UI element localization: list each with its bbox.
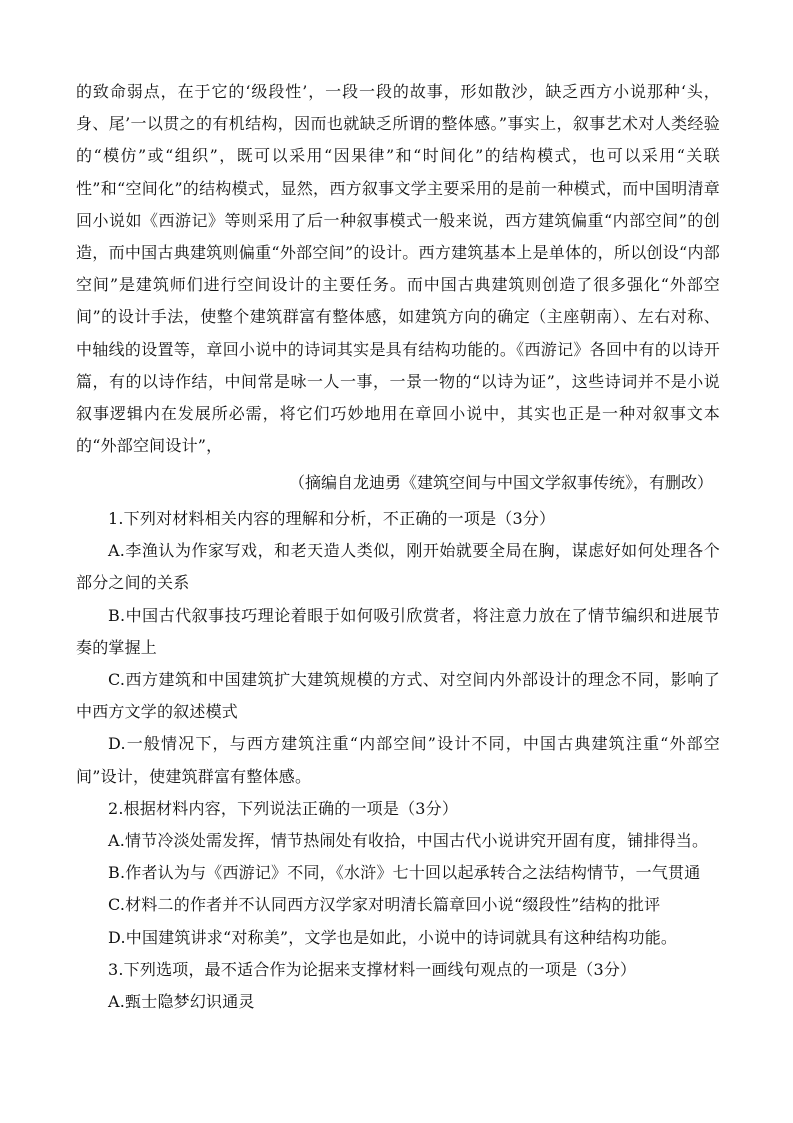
question-2-option-b: B.作者认为与《西游记》不同，《水浒》七十回以起承转合之法结构情节，一气贯通 [108, 863, 701, 883]
question-3-option-a: A.甄士隐梦幻识通灵 [108, 992, 255, 1012]
passage-paragraph: 的致命弱点，在于它的‘级段性’，一段一段的故事，形如散沙，缺乏西方小说那种‘头，身、尾’一以贯之的有机结构，因而也就缺乏所谓的整体感。”事实上，叙事艺术对人类经验的“模仿”或“组织”，既可以采用“因果律”和“时间化”的结构模式，也可以采用“关联性”和“空间化”的结构模式，显然，西方叙事文学主要采用的是前一种模式，而中国明清章回小说如《西游记》等则采用了后一种叙事模式一般来说，西方建筑偏重“内部空间”的创造，而中国古典建筑则偏重“外部空间”的设计。西方建筑基本上是单体的，所以创设“内部空间”是建筑师们进行空间设计的主要任务。而中国古典建筑则创造了很多强化“外部空间”的设计手法，使整个建筑群富有整体感，如建筑方向的确定（主座朝南）、左右对称、中轴线的设置等，章回小说中的诗词其实是具有结构功能的。《西游记》各回中有的以诗开篇，有的以诗作结，中间常是咏一人一事，一景一物的“以诗为证”，这些诗词并不是小说叙事逻辑内在发展所必需，将它们巧妙地用在章回小说中，其实也正是一种对叙事文本的“外部空间设计”， [76, 82, 720, 456]
passage-source: （摘编自龙迪勇《建筑空间与中国文学叙事传统》，有删改） [288, 473, 713, 492]
question-2-option-c: C.材料二的作者并不认同西方汉学家对明清长篇章回小说“缀段性”结构的批评 [108, 895, 661, 915]
question-1-option-a: A.李渔认为作家写戏，和老天造人类似，刚开始就要全局在胸，谋虑好如何处理各个部分之间的关系 [76, 541, 720, 593]
question-1-option-b: B.中国古代叙事技巧理论着眼于如何吸引欣赏者，将注意力放在了情节编织和进展节奏的掌握上 [76, 605, 720, 657]
question-2-stem: 2.根据材料内容，下列说法正确的一项是（3分） [108, 798, 459, 818]
question-2-option-d: D.中国建筑讲求“对称美”，文学也是如此，小说中的诗词就具有这种结构功能。 [108, 927, 678, 947]
question-2-option-a: A.情节冷淡处需发挥，情节热闹处有收拾，中国古代小说讲究开固有度，铺排得当。 [108, 831, 709, 851]
question-1-stem: 1.下列对材料相关内容的理解和分析，不正确的一项是（3分） [108, 509, 556, 528]
question-1-option-c: C.西方建筑和中国建筑扩大建筑规模的方式、对空间内外部设计的理念不同，影响了中西方文学的叙述模式 [76, 670, 720, 722]
reading-passage [76, 76, 720, 462]
question-1-option-d: D.一般情况下，与西方建筑注重“内部空间”设计不同，中国古典建筑注重“外部空间”设计，使建筑群富有整体感。 [76, 734, 720, 786]
question-3-stem: 3.下列选项，最不适合作为论据来支撑材料一画线句观点的一项是（3分） [108, 959, 637, 979]
question-list [76, 503, 720, 1018]
